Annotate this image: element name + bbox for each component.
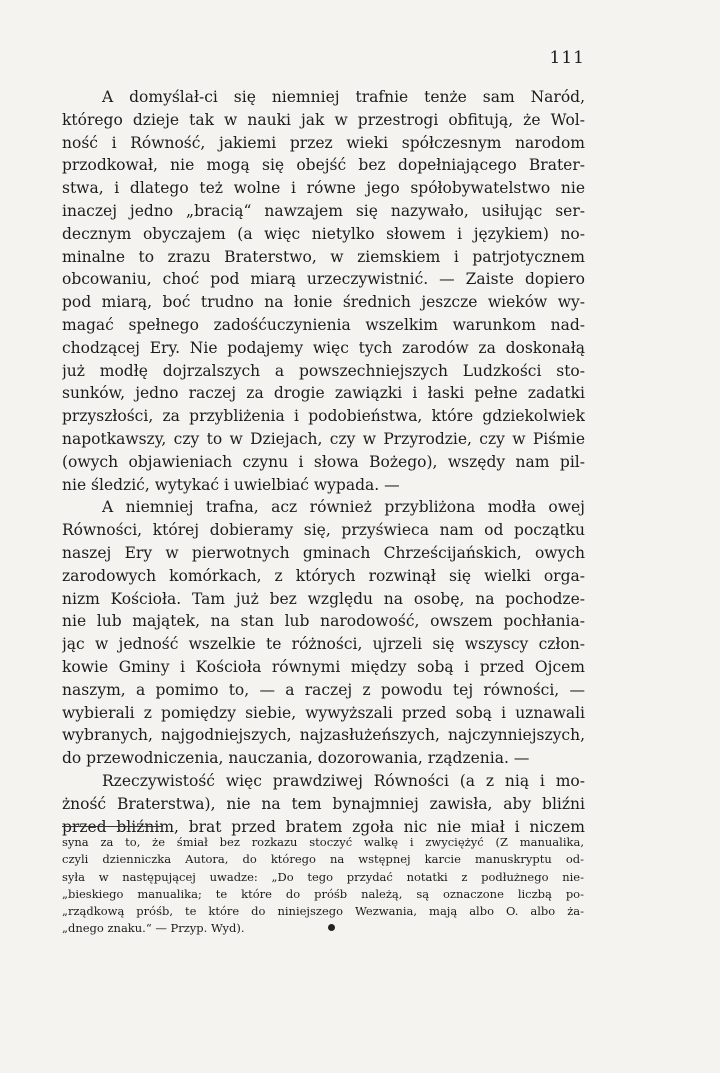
text-line: przyszłości, za przybliżenia i podobieństwa, które gdziekolwiek bbox=[62, 407, 585, 426]
text-line: Równości, której dobieramy się, przyświeca nam od początku bbox=[62, 521, 585, 540]
text-line: nie śledzić, wytykać i uwielbiać wypada. — bbox=[62, 475, 400, 494]
text-line: stwa, i dlatego też wolne i równe jego spółobywatelstwo nie bbox=[62, 179, 585, 198]
text-line: magać spełnego zadośćuczynienia wszelkim warunkom nad- bbox=[62, 315, 585, 334]
footnote-rule bbox=[62, 826, 162, 827]
main-text bbox=[62, 86, 585, 838]
text-line: chodzącej Ery. Nie podajemy więc tych zarodów za doskonałą bbox=[62, 338, 585, 357]
footnote bbox=[62, 834, 584, 938]
footnote-line: „bieskiego manualika; te które do próśb należą, są oznaczone liczbą po- bbox=[62, 886, 584, 901]
text-line: przodkował, nie mogą się obejść bez dopełniającego Brater- bbox=[62, 156, 585, 175]
footnote-line: czyli dzienniczka Autora, do którego na wstępnej karcie manuskryptu od- bbox=[62, 852, 584, 867]
text-line: wybierali z pomiędzy siebie, wywyższali przed sobą i uznawali bbox=[62, 703, 585, 722]
text-line: A domyślał-ci się niemniej trafnie tenże sam Naród, bbox=[102, 88, 585, 106]
text-line: przed bliźnim, brat przed bratem zgoła nic nie miał i niczem bbox=[62, 817, 585, 836]
text-line: Rzeczywistość więc prawdziwej Równości (a z nią i mo- bbox=[102, 771, 585, 790]
text-line: już modłę dojrzalszych a powszechniejszych Ludzkości sto- bbox=[62, 361, 585, 380]
text-line: którego dzieje tak w nauki jak w przestrogi obfitują, że Wol- bbox=[62, 110, 585, 129]
text-line: inaczej jedno „bracią“ nawzajem się nazywało, usiłując ser- bbox=[62, 201, 585, 220]
text-line: (owych objawieniach czynu i słowa Bożego), wszędy nam pil- bbox=[62, 452, 585, 471]
ink-dot bbox=[328, 924, 335, 931]
footnote-line: syna za to, że śmiał bez rozkazu stoczyć walkę i zwyciężyć (Z manualika, bbox=[62, 835, 584, 849]
footnote-line: „rządkową próśb, te które do niniejszego Wezwania, mają albo O. albo ża- bbox=[62, 904, 584, 919]
text-line: zarodowych komórkach, z których rozwinął się wielki orga- bbox=[62, 566, 585, 585]
text-line: napotkawszy, czy to w Dziejach, czy w Przyrodzie, czy w Piśmie bbox=[62, 429, 585, 448]
text-line: ność i Równość, jakiemi przez wieki spółczesnym narodom bbox=[62, 133, 585, 152]
footnote-line: syła w następującej uwadze: „Do tego przydać notatki z podłużnego nie- bbox=[62, 869, 584, 884]
text-line: kowie Gminy i Kościoła równymi między sobą i przed Ojcem bbox=[62, 657, 585, 676]
text-line: minalne to zrazu Braterstwo, w ziemskiem i patrjotycznem bbox=[62, 247, 585, 266]
text-line: decznym obyczajem (a więc nietylko słowem i językiem) no- bbox=[62, 224, 585, 243]
text-line: jąc w jedność wszelkie te różności, ujrzeli się wszyscy człon- bbox=[62, 635, 585, 654]
text-line: obcowaniu, choć pod miarą urzeczywistnić. — Zaiste dopiero bbox=[62, 270, 585, 289]
text-line: naszym, a pomimo to, — a raczej z powodu tej równości, — bbox=[62, 680, 585, 699]
footnote-line: „dnego znaku.“ — Przyp. Wyd). bbox=[62, 921, 245, 936]
text-line: pod miarą, boć trudno na łonie średnich jeszcze wieków wy- bbox=[62, 293, 585, 312]
text-line: nizm Kościoła. Tam już bez względu na osobę, na pochodze- bbox=[62, 589, 585, 608]
text-line: wybranych, najgodniejszych, najzasłużeńszych, najczynniejszych, bbox=[62, 726, 585, 745]
text-line: sunków, jedno raczej za drogie zawiązki i łaski pełne zadatki bbox=[62, 384, 585, 403]
text-line: do przewodniczenia, nauczania, dozorowania, rządzenia. — bbox=[62, 749, 530, 768]
text-line: nie lub majątek, na stan lub narodowość, owszem pochłania- bbox=[62, 612, 585, 631]
text-line: żność Braterstwa), nie na tem bynajmniej zawisła, aby bliźni bbox=[62, 794, 585, 813]
text-line: naszej Ery w pierwotnych gminach Chrześcijańskich, owych bbox=[62, 543, 585, 562]
page-number: 111 bbox=[549, 48, 585, 68]
text-line: A niemniej trafna, acz również przybliżona modła owej bbox=[102, 498, 585, 517]
